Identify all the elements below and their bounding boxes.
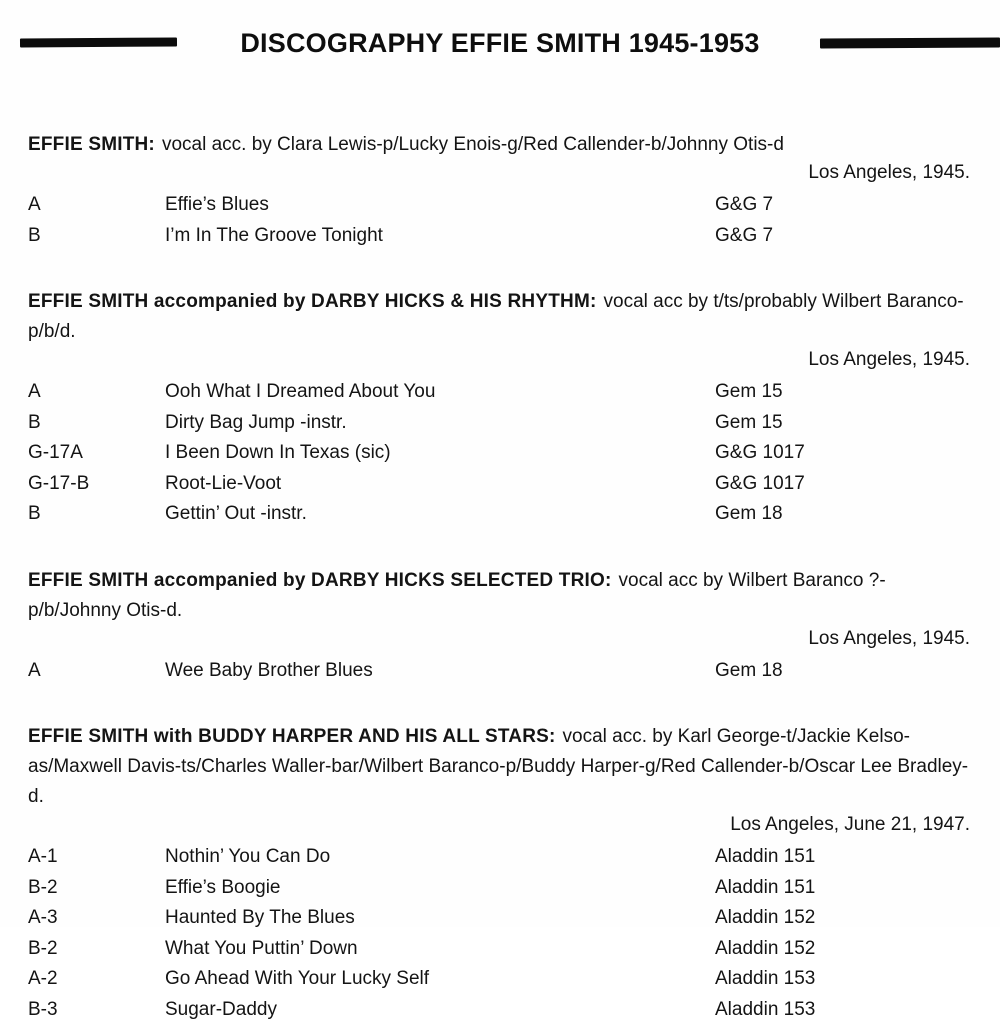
session-personnel: vocal acc. by Karl George-t/Jackie Kelso-as/Maxwell Davis-ts/Charles Waller-bar/Wilbert Baranco-p/Buddy Harper-g/Red Callender-b/Oscar Lee Bradley-d.: [28, 726, 968, 807]
track-label: Gem 15: [715, 381, 970, 403]
track-side: A-1: [28, 846, 165, 868]
track-title: Gettin’ Out -instr.: [165, 503, 715, 525]
track-side: B: [28, 503, 165, 525]
track-row: [28, 995, 970, 1025]
track-title: Effie’s Boogie: [165, 877, 715, 899]
session-header: [28, 287, 970, 347]
track-row: [28, 469, 970, 500]
track-row: [28, 873, 970, 904]
track-label: Gem 15: [715, 412, 970, 434]
track-side: A: [28, 194, 165, 216]
track-label: G&G 1017: [715, 442, 970, 464]
track-label: Aladdin 153: [715, 999, 970, 1021]
track-side: G-17-B: [28, 473, 165, 495]
session-section: [28, 566, 970, 687]
track-title: Root-Lie-Voot: [165, 473, 715, 495]
track-label: G&G 1017: [715, 473, 970, 495]
session-header: [28, 566, 970, 626]
session-artist: EFFIE SMITH:: [28, 134, 155, 155]
session-section: [28, 287, 970, 530]
track-label: Gem 18: [715, 660, 970, 682]
track-list: [28, 656, 970, 687]
track-list: [28, 377, 970, 530]
track-label: Gem 18: [715, 503, 970, 525]
track-label: Aladdin 151: [715, 877, 970, 899]
track-row: [28, 377, 970, 408]
track-side: B: [28, 412, 165, 434]
track-side: B-2: [28, 938, 165, 960]
track-row: [28, 656, 970, 687]
track-side: B-3: [28, 999, 165, 1021]
track-row: [28, 903, 970, 934]
session-artist: EFFIE SMITH accompanied by DARBY HICKS & HIS RHYTHM:: [28, 291, 597, 312]
session-personnel: vocal acc. by Clara Lewis-p/Lucky Enois-g/Red Callender-b/Johnny Otis-d: [162, 134, 784, 155]
session-header: [28, 722, 970, 812]
session-personnel: vocal acc by t/ts/probably Wilbert Baranco-p/b/d.: [28, 291, 964, 342]
track-label: G&G 7: [715, 225, 970, 247]
track-label: Aladdin 151: [715, 846, 970, 868]
track-row: [28, 934, 970, 965]
track-row: [28, 499, 970, 530]
track-row: [28, 190, 970, 221]
track-list: [28, 190, 970, 251]
track-title: I’m In The Groove Tonight: [165, 225, 715, 247]
track-title: I Been Down In Texas (sic): [165, 442, 715, 464]
track-side: A-2: [28, 968, 165, 990]
track-side: A: [28, 660, 165, 682]
track-title: Haunted By The Blues: [165, 907, 715, 929]
track-title: Ooh What I Dreamed About You: [165, 381, 715, 403]
track-row: [28, 438, 970, 469]
track-row: [28, 408, 970, 439]
session-location-date: Los Angeles, 1945.: [28, 162, 970, 184]
track-side: G-17A: [28, 442, 165, 464]
track-label: G&G 7: [715, 194, 970, 216]
session-artist: EFFIE SMITH accompanied by DARBY HICKS SELECTED TRIO:: [28, 570, 612, 591]
track-label: Aladdin 152: [715, 907, 970, 929]
track-title: Dirty Bag Jump -instr.: [165, 412, 715, 434]
track-side: A-3: [28, 907, 165, 929]
page-title: DISCOGRAPHY EFFIE SMITH 1945-1953: [0, 28, 1000, 59]
session-header: [28, 130, 970, 160]
track-row: [28, 842, 970, 873]
track-title: Sugar-Daddy: [165, 999, 715, 1021]
track-side: A: [28, 381, 165, 403]
track-label: Aladdin 152: [715, 938, 970, 960]
track-title: Effie’s Blues: [165, 194, 715, 216]
track-row: [28, 964, 970, 995]
session-location-date: Los Angeles, June 21, 1947.: [28, 814, 970, 836]
track-row: [28, 221, 970, 252]
masthead: [0, 0, 1000, 60]
track-label: Aladdin 153: [715, 968, 970, 990]
track-side: B: [28, 225, 165, 247]
session-personnel: vocal acc by Wilbert Baranco ?-p/b/Johnny Otis-d.: [28, 570, 886, 621]
session-location-date: Los Angeles, 1945.: [28, 349, 970, 371]
session-artist: EFFIE SMITH with BUDDY HARPER AND HIS ALL STARS:: [28, 726, 556, 747]
track-title: Go Ahead With Your Lucky Self: [165, 968, 715, 990]
session-section: [28, 130, 970, 251]
track-side: B-2: [28, 877, 165, 899]
decorative-rule-right: [820, 38, 1000, 49]
discography-body: [0, 130, 1000, 1025]
session-location-date: Los Angeles, 1945.: [28, 628, 970, 650]
track-title: Nothin’ You Can Do: [165, 846, 715, 868]
track-title: What You Puttin’ Down: [165, 938, 715, 960]
session-section: [28, 722, 970, 1025]
track-list: [28, 842, 970, 1025]
track-title: Wee Baby Brother Blues: [165, 660, 715, 682]
